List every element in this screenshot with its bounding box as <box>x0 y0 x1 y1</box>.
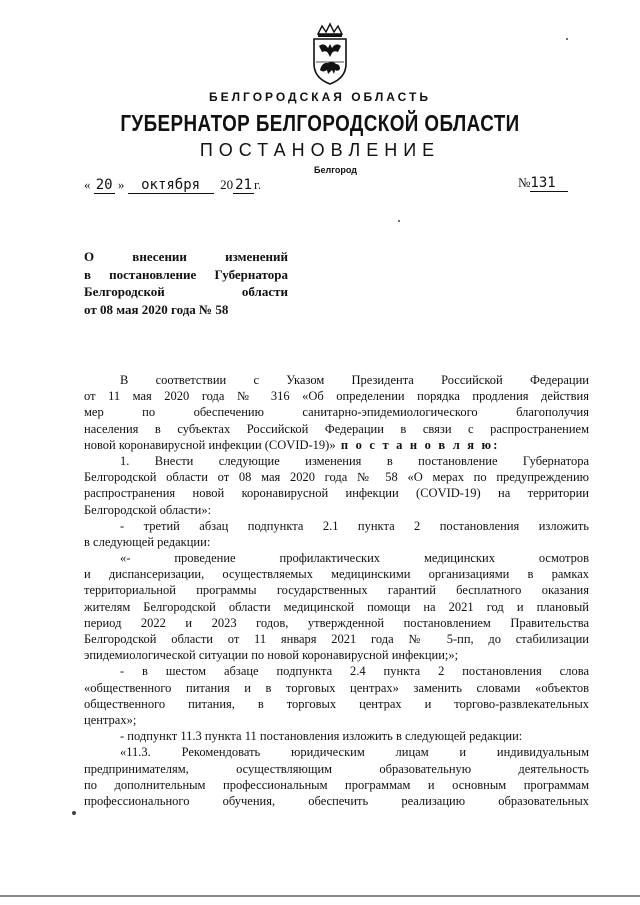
date-close-quote: » <box>117 177 125 192</box>
subject-line: Белгородской области <box>84 284 288 299</box>
date-year-mark: г. <box>253 177 262 192</box>
body-line: Белгородской области от 08 мая 2020 года № 58 «О мерах по предупреждению <box>84 470 589 485</box>
date-year-suffix: 21 <box>235 177 252 193</box>
body-line: профессионального обучения, обеспечить реализацию образовательных <box>84 793 589 808</box>
scan-speck <box>398 220 400 222</box>
decree-word: п о с т а н о в л я ю: <box>335 437 500 452</box>
body-line: «общественного питания и в торговых центрах» заменить словами «объектов <box>84 680 589 695</box>
date-month: октября <box>128 177 214 194</box>
governor-title: ГУБЕРНАТОР БЕЛГОРОДСКОЙ ОБЛАСТИ <box>120 110 520 136</box>
body-line: «11.3. Рекомендовать юридическим лицам и индивидуальным <box>120 745 589 760</box>
body-line: центрах»; <box>84 712 137 727</box>
body-line: распространения новой коронавирусной инфекции (COVID-19) на территории <box>84 486 589 501</box>
body-line: эпидемиологической ситуации по новой коронавирусной инфекции;»; <box>84 648 459 663</box>
subject-line: О внесении изменений <box>84 249 288 264</box>
date-year-prefix: 20 <box>220 177 234 192</box>
body-line: общественного питания, в торговых центрах и торгово-развлекательных <box>84 696 589 711</box>
number-label: № <box>518 175 531 190</box>
subject-line: в постановление Губернатора <box>84 266 288 282</box>
body-line: 1. Внести следующие изменения в постановление Губернатора <box>120 453 589 468</box>
body-line: мер по обеспечению санитарно-эпидемиологического благополучия <box>84 405 589 420</box>
document-type: ПОСТАНОВЛЕНИЕ <box>199 140 441 160</box>
body-line: Белгородской области от 11 января 2021 года № 5-пп, до стабилизации <box>84 632 589 646</box>
decree-date <box>84 177 261 194</box>
body-line: «- проведение профилактических медицинских осмотров <box>120 551 589 566</box>
body-line: период 2022 и 2023 годов, утвержденной постановлением Правительства <box>84 615 589 630</box>
body-line: от 11 мая 2020 года № 316 «Об определении порядка продления действия <box>84 389 589 404</box>
scan-speck <box>72 811 76 815</box>
number-value: 131 <box>530 175 568 192</box>
body-line: по дополнительным профессиональным программам и основным программам <box>84 777 589 792</box>
body-line: в следующей редакции: <box>84 534 211 549</box>
body-line: жителям Белгородской области медицинской помощи на 2021 год и плановый <box>84 599 589 614</box>
decree-number <box>518 175 568 192</box>
body-line: - в шестом абзаце подпункта 2.4 пункта 2 постановления слова <box>120 664 589 679</box>
body-line: - третий абзац подпункта 2.1 пункта 2 постановления изложить <box>120 518 589 533</box>
body-line: и диспансеризации, осуществляемых медицинскими организациями в рамках <box>84 567 589 582</box>
region-title: БЕЛГОРОДСКАЯ ОБЛАСТЬ <box>209 90 431 104</box>
body-line: Белгородской области»: <box>84 502 212 517</box>
scan-speck <box>566 38 568 40</box>
city-label: Белгород <box>314 165 357 175</box>
body-line: - подпункт 11.3 пункта 11 постановления изложить в следующей редакции: <box>120 729 523 744</box>
body-line-decree <box>84 437 589 453</box>
body-line: предпринимателям, осуществляющим образовательную деятельность <box>84 761 589 776</box>
body-line: территориальной программы государственных гарантий бесплатного оказания <box>84 583 589 598</box>
subject-line: от 08 мая 2020 года № 58 <box>84 301 229 317</box>
date-open-quote: « <box>84 177 91 192</box>
decree-body <box>84 372 589 809</box>
coat-of-arms-icon <box>308 22 352 86</box>
decree-subject <box>84 248 288 318</box>
body-line: населения в субъектах Российской Федерации в связи с распространением <box>84 421 589 436</box>
body-line: новой коронавирусной инфекции (COVID-19)» <box>84 437 336 452</box>
scan-edge-line <box>0 895 640 897</box>
body-line: В соответствии с Указом Президента Российской Федерации <box>120 373 589 387</box>
date-day: 20 <box>95 177 113 193</box>
